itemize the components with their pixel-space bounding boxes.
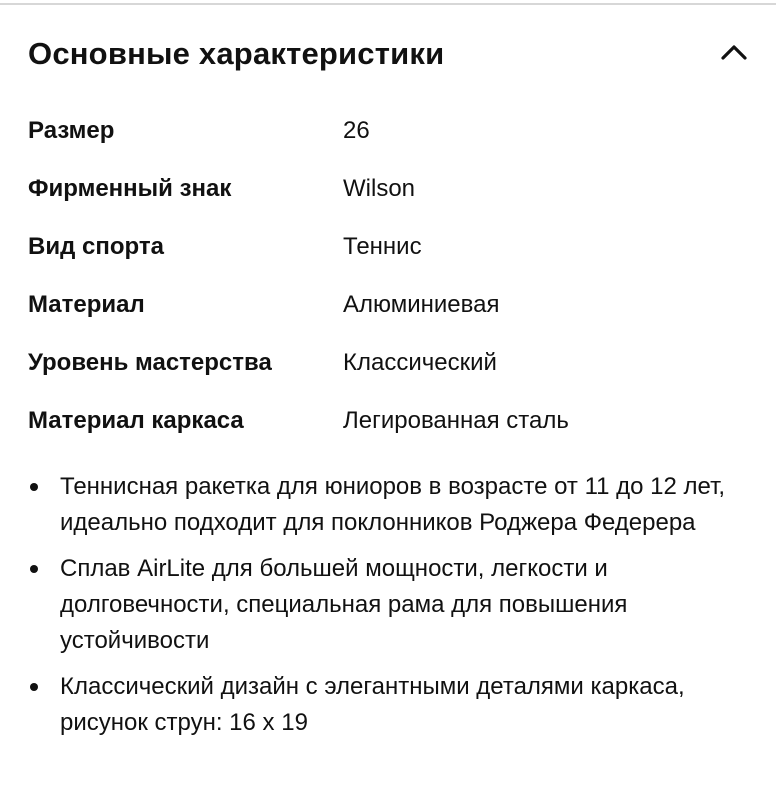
spec-key: Материал [28,291,145,318]
feature-item [28,469,752,541]
spec-row-size [28,111,752,169]
spec-row-sport [28,227,752,285]
feature-text: Сплав AirLite для большей мощности, легкости и долговечности, специальная рама для повышения устойчивости [60,555,628,654]
spec-value: Алюминиевая [343,291,500,318]
spec-row-skill-level [28,343,752,401]
section-header[interactable] [28,34,752,78]
spec-value: 26 [343,117,370,144]
spec-row-frame-material [28,401,752,459]
spec-value: Классический [343,349,497,376]
feature-list [28,469,752,751]
feature-text: Классический дизайн с элегантными деталями каркаса, рисунок струн: 16 х 19 [60,673,685,736]
spec-row-material [28,285,752,343]
bullet-icon [30,565,38,573]
collapse-button[interactable] [716,34,752,70]
spec-value: Легированная сталь [343,407,569,434]
spec-value: Теннис [343,233,422,260]
section-title: Основные характеристики [28,36,445,71]
spec-key: Уровень мастерства [28,349,272,376]
spec-key: Фирменный знак [28,175,232,202]
feature-item [28,551,752,659]
spec-row-brand [28,169,752,227]
chevron-up-icon [720,43,748,61]
spec-key: Размер [28,117,115,144]
bullet-icon [30,683,38,691]
spec-value: Wilson [343,175,416,202]
feature-item [28,669,752,741]
spec-key: Вид спорта [28,233,164,260]
spec-key: Материал каркаса [28,407,244,434]
feature-text: Теннисная ракетка для юниоров в возрасте от 11 до 12 лет, идеально подходит для поклонников Роджера Федерера [60,473,726,536]
spec-table [28,111,752,459]
bullet-icon [30,483,38,491]
